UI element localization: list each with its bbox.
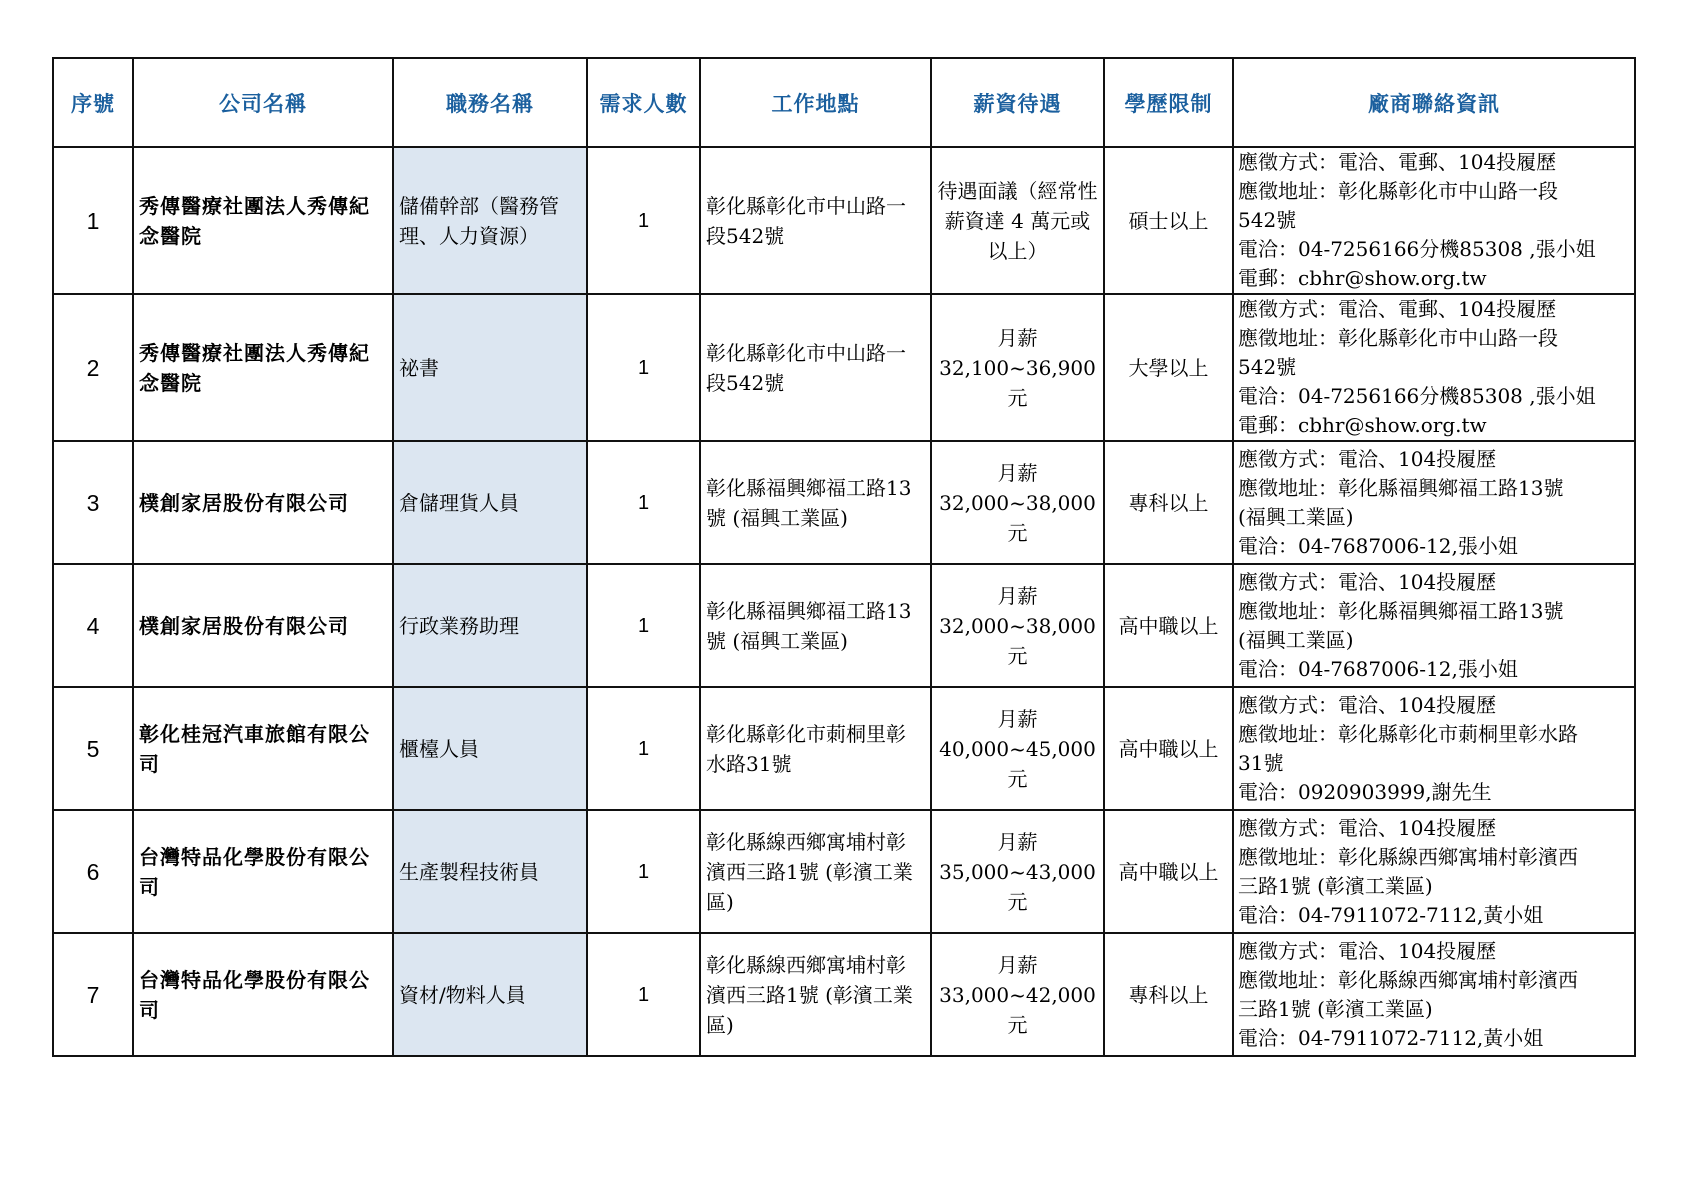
header-contact: 廠商聯絡資訊 xyxy=(1233,58,1635,147)
contact-info xyxy=(1233,441,1635,564)
header-company: 公司名稱 xyxy=(133,58,393,147)
work-location: 彰化縣彰化市中山路一段542號 xyxy=(700,147,931,294)
education-requirement: 高中職以上 xyxy=(1104,810,1233,933)
table-row xyxy=(53,564,1635,687)
contact-line: 應徵方式：電洽、電郵、104投履歷 xyxy=(1238,297,1557,321)
contact-info xyxy=(1233,687,1635,810)
work-location: 彰化縣線西鄉寓埔村彰濱西三路1號 (彰濱工業區) xyxy=(700,810,931,933)
contact-line: 應徵地址：彰化縣福興鄉福工路13號 xyxy=(1238,475,1564,500)
contact-line: 542號 xyxy=(1238,208,1297,232)
row-number: 4 xyxy=(53,564,133,687)
job-title: 櫃檯人員 xyxy=(393,687,587,810)
header-location: 工作地點 xyxy=(700,58,931,147)
work-location: 彰化縣線西鄉寓埔村彰濱西三路1號 (彰濱工業區) xyxy=(700,933,931,1056)
contact-line: 電洽：04-7911072-7112,黃小姐 xyxy=(1238,902,1544,927)
contact-line: 三路1號 (彰濱工業區) xyxy=(1238,996,1433,1021)
headcount: 1 xyxy=(587,147,700,294)
table-row xyxy=(53,687,1635,810)
contact-line: 應徵地址：彰化縣線西鄉寓埔村彰濱西 xyxy=(1238,844,1578,869)
contact-line: 電洽：04-7256166分機85308 ,張小姐 xyxy=(1238,237,1596,261)
header-no: 序號 xyxy=(53,58,133,147)
work-location: 彰化縣福興鄉福工路13號 (福興工業區) xyxy=(700,564,931,687)
education-requirement: 碩士以上 xyxy=(1104,147,1233,294)
work-location: 彰化縣彰化市莿桐里彰水路31號 xyxy=(700,687,931,810)
contact-line: 應徵方式：電洽、104投履歷 xyxy=(1238,815,1497,840)
contact-line: 應徵地址：彰化縣彰化市莿桐里彰水路 xyxy=(1238,721,1578,746)
salary: 月薪 35,000~43,000元 xyxy=(931,810,1104,933)
row-number: 7 xyxy=(53,933,133,1056)
table-row xyxy=(53,810,1635,933)
company-name: 台灣特品化學股份有限公司 xyxy=(133,933,393,1056)
job-listing-table xyxy=(52,57,1636,1057)
table-row xyxy=(53,441,1635,564)
job-title: 資材/物料人員 xyxy=(393,933,587,1056)
headcount: 1 xyxy=(587,687,700,810)
contact-line: 應徵方式：電洽、104投履歷 xyxy=(1238,569,1497,594)
header-salary: 薪資待遇 xyxy=(931,58,1104,147)
education-requirement: 高中職以上 xyxy=(1104,564,1233,687)
salary: 月薪 40,000~45,000元 xyxy=(931,687,1104,810)
contact-line: 電洽：04-7687006-12,張小姐 xyxy=(1238,533,1518,558)
salary: 月薪 32,000~38,000元 xyxy=(931,564,1104,687)
contact-info xyxy=(1233,933,1635,1056)
salary: 月薪 33,000~42,000元 xyxy=(931,933,1104,1056)
headcount: 1 xyxy=(587,933,700,1056)
contact-info xyxy=(1233,294,1635,441)
job-title: 倉儲理貨人員 xyxy=(393,441,587,564)
education-requirement: 專科以上 xyxy=(1104,933,1233,1056)
headcount: 1 xyxy=(587,441,700,564)
contact-line: 電洽：04-7687006-12,張小姐 xyxy=(1238,656,1518,681)
contact-info xyxy=(1233,564,1635,687)
headcount: 1 xyxy=(587,564,700,687)
header-education: 學歷限制 xyxy=(1104,58,1233,147)
work-location: 彰化縣福興鄉福工路13號 (福興工業區) xyxy=(700,441,931,564)
header-count: 需求人數 xyxy=(587,58,700,147)
company-name: 秀傳醫療社團法人秀傳紀念醫院 xyxy=(133,294,393,441)
contact-line: 三路1號 (彰濱工業區) xyxy=(1238,873,1433,898)
contact-line: 電洽：0920903999,謝先生 xyxy=(1238,779,1492,804)
header-job-title: 職務名稱 xyxy=(393,58,587,147)
row-number: 3 xyxy=(53,441,133,564)
salary: 月薪 32,100~36,900元 xyxy=(931,294,1104,441)
contact-line: 應徵方式：電洽、104投履歷 xyxy=(1238,692,1497,717)
contact-line: (福興工業區) xyxy=(1238,627,1354,652)
headcount: 1 xyxy=(587,294,700,441)
table-body xyxy=(53,147,1635,1056)
row-number: 5 xyxy=(53,687,133,810)
job-title: 行政業務助理 xyxy=(393,564,587,687)
education-requirement: 大學以上 xyxy=(1104,294,1233,441)
contact-info xyxy=(1233,810,1635,933)
education-requirement: 高中職以上 xyxy=(1104,687,1233,810)
work-location: 彰化縣彰化市中山路一段542號 xyxy=(700,294,931,441)
contact-line: 應徵地址：彰化縣彰化市中山路一段 xyxy=(1238,179,1558,203)
table-row xyxy=(53,933,1635,1056)
contact-line: 應徵地址：彰化縣福興鄉福工路13號 xyxy=(1238,598,1564,623)
contact-line: 542號 xyxy=(1238,355,1297,379)
row-number: 2 xyxy=(53,294,133,441)
company-name: 樸創家居股份有限公司 xyxy=(133,441,393,564)
contact-line: 應徵地址：彰化縣彰化市中山路一段 xyxy=(1238,326,1558,350)
contact-line: 應徵方式：電洽、104投履歷 xyxy=(1238,938,1497,963)
company-name: 台灣特品化學股份有限公司 xyxy=(133,810,393,933)
job-title: 生產製程技術員 xyxy=(393,810,587,933)
contact-line: 電郵：cbhr@show.org.tw xyxy=(1238,413,1487,437)
table-row xyxy=(53,147,1635,294)
job-title: 祕書 xyxy=(393,294,587,441)
salary: 待遇面議（經常性薪資達 4 萬元或以上） xyxy=(931,147,1104,294)
contact-line: 31號 xyxy=(1238,750,1284,775)
table-row xyxy=(53,294,1635,441)
headcount: 1 xyxy=(587,810,700,933)
salary: 月薪 32,000~38,000元 xyxy=(931,441,1104,564)
header-row xyxy=(53,58,1635,147)
company-name: 秀傳醫療社團法人秀傳紀念醫院 xyxy=(133,147,393,294)
contact-line: 應徵地址：彰化縣線西鄉寓埔村彰濱西 xyxy=(1238,967,1578,992)
contact-line: 電洽：04-7911072-7112,黃小姐 xyxy=(1238,1025,1544,1050)
job-title: 儲備幹部（醫務管理、人力資源） xyxy=(393,147,587,294)
contact-line: (福興工業區) xyxy=(1238,504,1354,529)
company-name: 樸創家居股份有限公司 xyxy=(133,564,393,687)
education-requirement: 專科以上 xyxy=(1104,441,1233,564)
contact-line: 應徵方式：電洽、104投履歷 xyxy=(1238,446,1497,471)
row-number: 1 xyxy=(53,147,133,294)
contact-line: 電郵：cbhr@show.org.tw xyxy=(1238,266,1487,290)
row-number: 6 xyxy=(53,810,133,933)
contact-line: 電洽：04-7256166分機85308 ,張小姐 xyxy=(1238,384,1596,408)
contact-line: 應徵方式：電洽、電郵、104投履歷 xyxy=(1238,150,1557,174)
contact-info xyxy=(1233,147,1635,294)
company-name: 彰化桂冠汽車旅館有限公司 xyxy=(133,687,393,810)
